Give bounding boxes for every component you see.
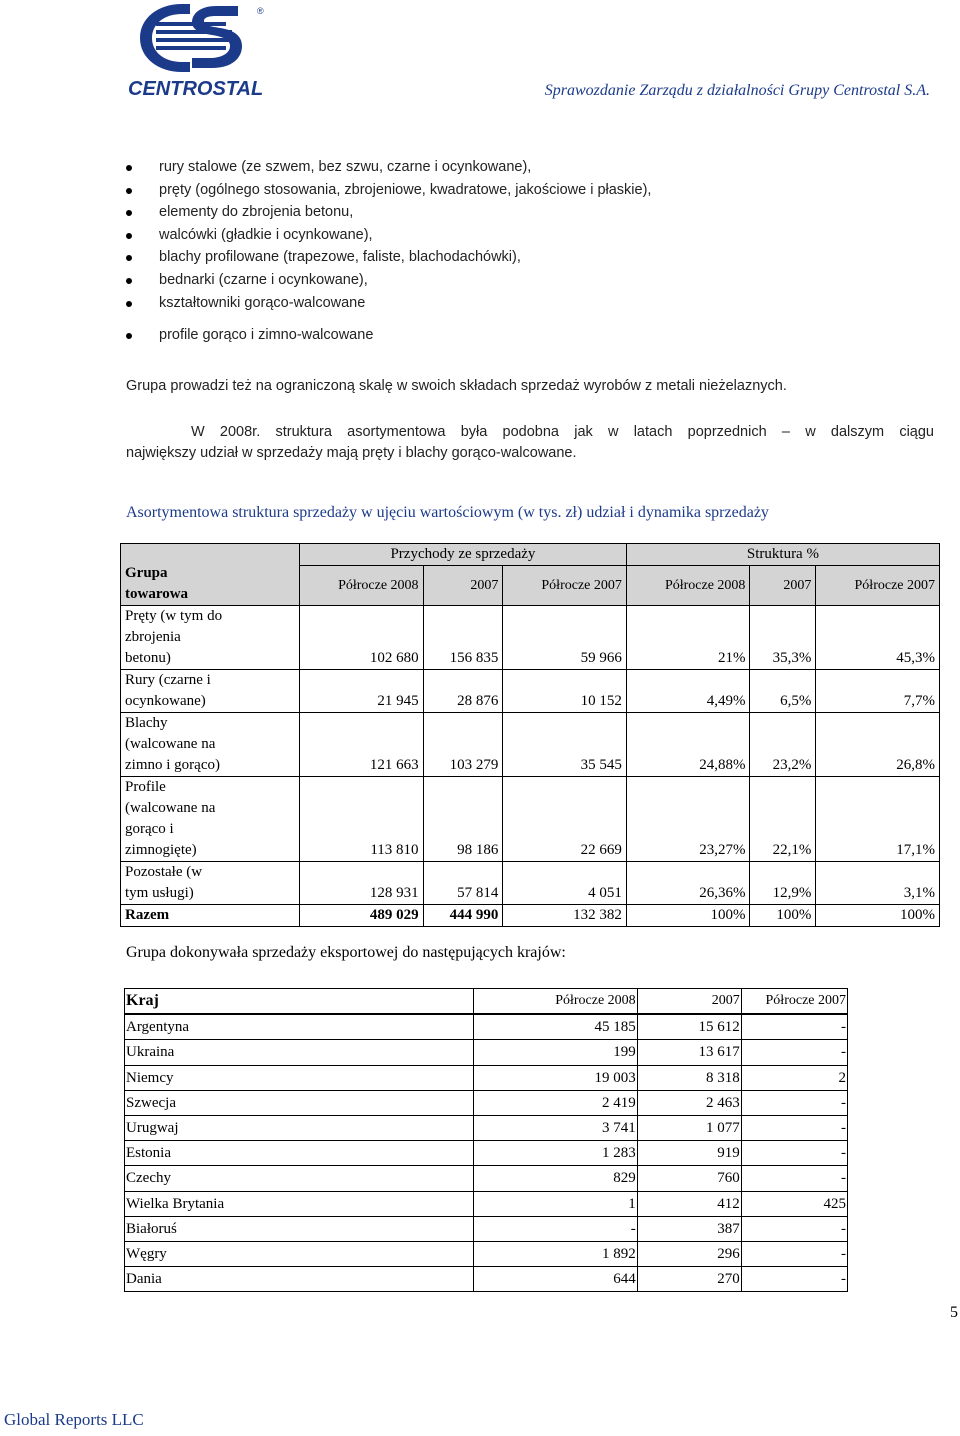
table-cell: 102 680	[300, 606, 424, 670]
table-row	[125, 1090, 848, 1115]
table-cell: -	[741, 1090, 847, 1115]
country-cell: Ukraina	[125, 1040, 474, 1065]
country-cell: Białoruś	[125, 1216, 474, 1241]
row-label-line: Blachy	[125, 715, 168, 731]
table-cell: 26,36%	[626, 862, 750, 905]
row-label	[121, 862, 300, 905]
row-label-line: (walcowane na	[125, 736, 216, 752]
row-label-line: Rury (czarne i	[125, 672, 211, 688]
table-cell: 103 279	[423, 713, 503, 777]
column-header: Półrocze 2007	[503, 566, 627, 606]
list-item: pręty (ogólnego stosowania, zbrojeniowe, kwadratowe, jakościowe i płaskie),	[120, 179, 651, 202]
table-cell: 98 186	[423, 777, 503, 862]
table-row	[125, 1065, 848, 1090]
table-cell: 35,3%	[750, 606, 816, 670]
row-label-line: ocynkowane)	[125, 693, 206, 709]
country-cell: Dania	[125, 1267, 474, 1292]
table-cell: 23,27%	[626, 777, 750, 862]
list-item: walcówki (gładkie i ocynkowane),	[120, 224, 651, 247]
table-cell: -	[741, 1267, 847, 1292]
table-row	[125, 1141, 848, 1166]
table-cell: 10 152	[503, 670, 627, 713]
table-cell: 45,3%	[816, 606, 940, 670]
table-cell: 59 966	[503, 606, 627, 670]
table-cell: 2 463	[637, 1090, 741, 1115]
table-cell: 296	[637, 1241, 741, 1266]
table-row	[125, 1191, 848, 1216]
table-row	[121, 606, 940, 670]
list-item: elementy do zbrojenia betonu,	[120, 201, 651, 224]
table-cell: 829	[474, 1166, 638, 1191]
table-cell: -	[741, 1141, 847, 1166]
table-cell: 7,7%	[816, 670, 940, 713]
table-cell: 270	[637, 1267, 741, 1292]
row-label-line: zimno i gorąco)	[125, 757, 220, 773]
column-header: Półrocze 2008	[300, 566, 424, 606]
table-row	[121, 777, 940, 862]
paragraph-structure	[126, 422, 934, 464]
list-item: bednarki (czarne i ocynkowane),	[120, 269, 651, 292]
table-cell: 15 612	[637, 1014, 741, 1040]
table-cell: 156 835	[423, 606, 503, 670]
table-row	[125, 1166, 848, 1191]
paragraph-non-ferrous: Grupa prowadzi też na ograniczoną skalę w swoich składach sprzedaż wyrobów z metali nieżelaznych.	[126, 378, 787, 394]
row-label	[121, 777, 300, 862]
total-label: Razem	[121, 905, 300, 927]
column-header: Półrocze 2007	[816, 566, 940, 606]
table-cell: 28 876	[423, 670, 503, 713]
table-cell: 1 892	[474, 1241, 638, 1266]
table-cell: 13 617	[637, 1040, 741, 1065]
country-cell: Urugwaj	[125, 1115, 474, 1140]
table-cell: 444 990	[423, 905, 503, 927]
table-cell: 4 051	[503, 862, 627, 905]
structure-header: Struktura %	[626, 544, 939, 566]
country-cell: Szwecja	[125, 1090, 474, 1115]
table-cell: -	[474, 1216, 638, 1241]
row-label-line: tym usługi)	[125, 885, 194, 901]
table-cell: 1	[474, 1191, 638, 1216]
section-title: Asortymentowa struktura sprzedaży w ujęciu wartościowym (w tys. zł) udział i dynamika sprzedaży	[126, 504, 769, 521]
paragraph-structure-line1: W 2008r. struktura asortymentowa była podobna jak w latach poprzednich – w dalszym ciągu	[191, 424, 934, 440]
table-cell: 21%	[626, 606, 750, 670]
table-cell: 3 741	[474, 1115, 638, 1140]
table-cell: 100%	[750, 905, 816, 927]
table-cell: 412	[637, 1191, 741, 1216]
column-header: 2007	[423, 566, 503, 606]
company-logo-text: CENTROSTAL	[128, 78, 264, 100]
country-cell: Węgry	[125, 1241, 474, 1266]
table-cell: -	[741, 1014, 847, 1040]
country-cell: Czechy	[125, 1166, 474, 1191]
list-item: profile gorąco i zimno-walcowane	[120, 324, 651, 347]
table-cell: -	[741, 1216, 847, 1241]
row-label-line: Profile	[125, 779, 166, 795]
table-cell: -	[741, 1115, 847, 1140]
table-cell: -	[741, 1166, 847, 1191]
footer-text: Global Reports LLC	[4, 1410, 144, 1429]
table-cell: 26,8%	[816, 713, 940, 777]
table-cell: 1 283	[474, 1141, 638, 1166]
group-header-line: towarowa	[125, 586, 189, 602]
table-cell: 100%	[626, 905, 750, 927]
column-header: 2007	[637, 989, 741, 1015]
table-cell: 22,1%	[750, 777, 816, 862]
export-intro: Grupa dokonywała sprzedaży eksportowej do następujących krajów:	[126, 944, 566, 961]
sales-structure-table	[120, 543, 940, 927]
row-label-line: zbrojenia	[125, 629, 181, 645]
table-cell: 387	[637, 1216, 741, 1241]
table-row	[125, 1014, 848, 1040]
table-cell: 4,49%	[626, 670, 750, 713]
product-list	[120, 156, 651, 347]
table-cell: 121 663	[300, 713, 424, 777]
table-row	[121, 862, 940, 905]
table-cell: 17,1%	[816, 777, 940, 862]
revenue-header: Przychody ze sprzedaży	[300, 544, 627, 566]
group-header	[121, 544, 300, 606]
table-cell: 1 077	[637, 1115, 741, 1140]
centrostal-logo-icon	[120, 0, 280, 80]
column-header: Półrocze 2007	[741, 989, 847, 1015]
paragraph-structure-line2: największy udział w sprzedaży mają pręty i blachy gorąco-walcowane.	[126, 445, 577, 461]
column-header: 2007	[750, 566, 816, 606]
table-cell: 425	[741, 1191, 847, 1216]
table-row	[125, 1216, 848, 1241]
table-cell: 57 814	[423, 862, 503, 905]
table-cell: 2	[741, 1065, 847, 1090]
report-title: Sprawozdanie Zarządu z działalności Grupy Centrostal S.A.	[544, 82, 930, 99]
table-cell: 113 810	[300, 777, 424, 862]
table-cell: 919	[637, 1141, 741, 1166]
table-cell: 22 669	[503, 777, 627, 862]
table-row	[121, 670, 940, 713]
country-cell: Argentyna	[125, 1014, 474, 1040]
table-cell: 760	[637, 1166, 741, 1191]
export-table	[124, 988, 848, 1292]
table-row	[125, 1267, 848, 1292]
row-label-line: Pręty (w tym do	[125, 608, 223, 624]
table-cell: 128 931	[300, 862, 424, 905]
country-cell: Niemcy	[125, 1065, 474, 1090]
table-row	[125, 1115, 848, 1140]
row-label-line: betonu)	[125, 650, 171, 666]
row-label	[121, 670, 300, 713]
list-item: blachy profilowane (trapezowe, faliste, blachodachówki),	[120, 246, 651, 269]
table-row	[125, 1241, 848, 1266]
registered-mark: ®	[257, 6, 264, 16]
table-cell: -	[741, 1040, 847, 1065]
table-cell: 8 318	[637, 1065, 741, 1090]
table-cell: 100%	[816, 905, 940, 927]
table-cell: 6,5%	[750, 670, 816, 713]
table-cell: 199	[474, 1040, 638, 1065]
table-cell: 35 545	[503, 713, 627, 777]
table-cell: -	[741, 1241, 847, 1266]
table-cell: 12,9%	[750, 862, 816, 905]
table-cell: 24,88%	[626, 713, 750, 777]
country-cell: Wielka Brytania	[125, 1191, 474, 1216]
list-item: rury stalowe (ze szwem, bez szwu, czarne i ocynkowane),	[120, 156, 651, 179]
column-header: Półrocze 2008	[474, 989, 638, 1015]
row-label-line: zimnogięte)	[125, 842, 197, 858]
table-cell: 132 382	[503, 905, 627, 927]
page-number: 5	[950, 1304, 958, 1321]
table-row	[121, 713, 940, 777]
country-cell: Estonia	[125, 1141, 474, 1166]
row-label-line: (walcowane na	[125, 800, 216, 816]
group-header-line: Grupa	[125, 565, 168, 581]
table-cell: 644	[474, 1267, 638, 1292]
total-row	[121, 905, 940, 927]
table-cell: 19 003	[474, 1065, 638, 1090]
row-label	[121, 606, 300, 670]
table-row	[125, 1040, 848, 1065]
table-header-row	[125, 989, 848, 1015]
table-cell: 23,2%	[750, 713, 816, 777]
list-item: kształtowniki gorąco-walcowane	[120, 292, 651, 315]
table-cell: 3,1%	[816, 862, 940, 905]
row-label-line: gorąco i	[125, 821, 174, 837]
table-cell: 489 029	[300, 905, 424, 927]
table-cell: 21 945	[300, 670, 424, 713]
column-header: Półrocze 2008	[626, 566, 750, 606]
table-cell: 2 419	[474, 1090, 638, 1115]
column-header: Kraj	[125, 989, 474, 1015]
table-cell: 45 185	[474, 1014, 638, 1040]
row-label	[121, 713, 300, 777]
row-label-line: Pozostałe (w	[125, 864, 203, 880]
